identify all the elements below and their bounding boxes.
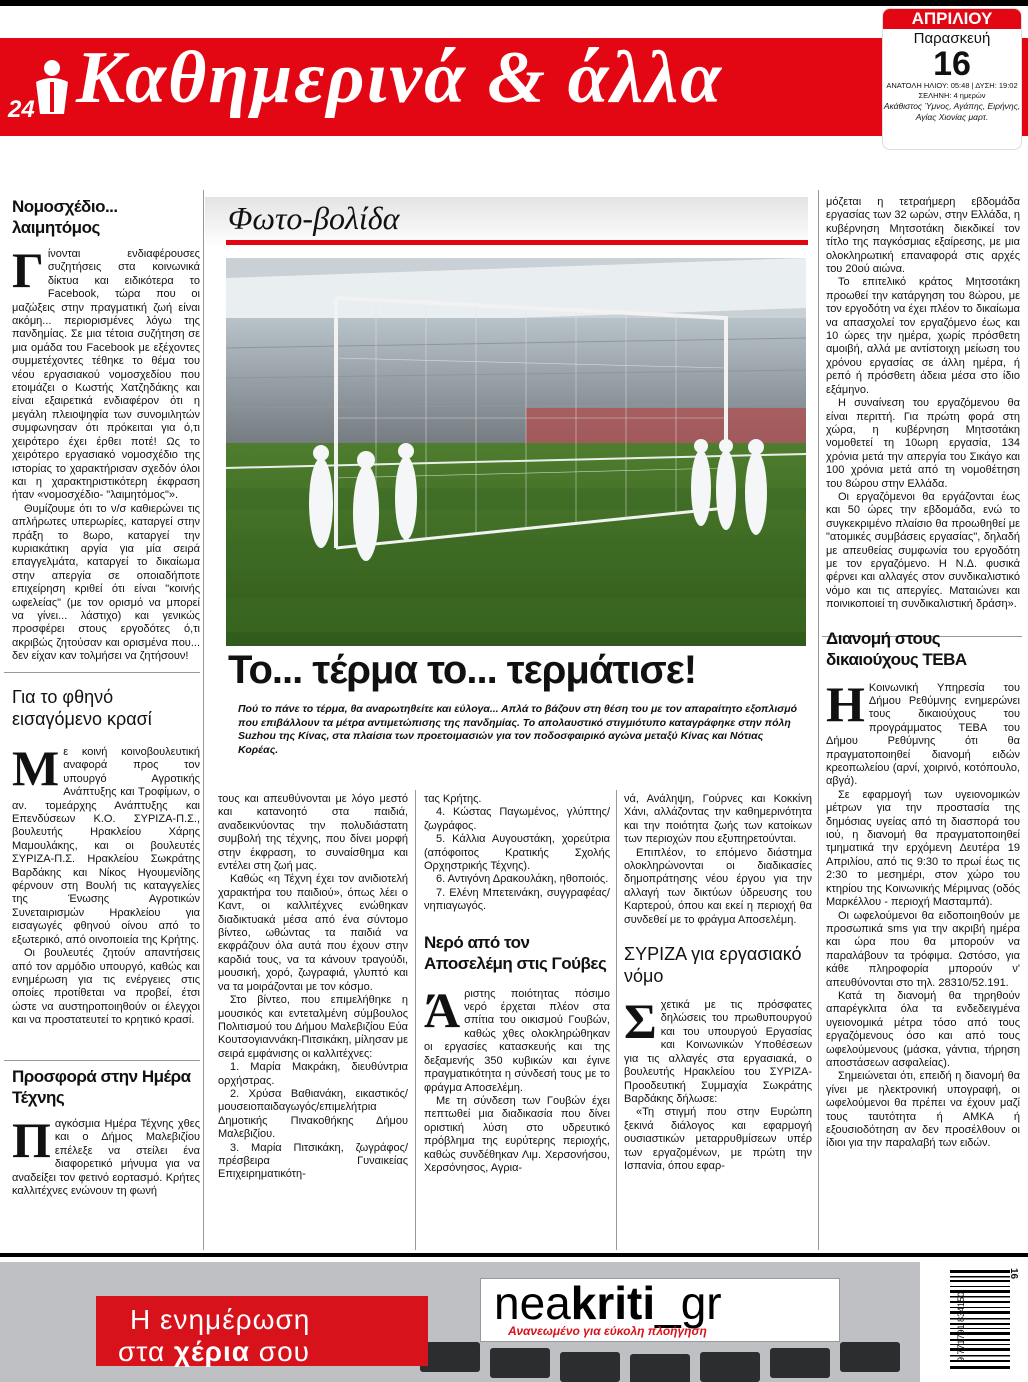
drop-cap: Η — [826, 675, 865, 732]
paragraph: Οι βουλευτές ζητούν απαντήσεις από τον αρμόδιο υπουργό, καθώς και ενημέρωση για τις ενέργειες στις οποίες προτίθεται να προβεί, έτσι ώστε να αυστηροποιηθούν οι έλεγχοι και να προστατευτεί το κρητικό κρασί. — [12, 947, 200, 1027]
paragraph: Θυμίζουμε ότι το ν/σ καθιερώνει τις απλήρωτες υπερωρίες, καταργεί στην πράξη το 8ωρο, καταργεί την κυριακάτικη αργία για μία σειρά επαγγελμάτα, καταργεί το δικαίωμα στην απεργία σε οποιαδήποτε επιχείρηση κριθεί ότι είναι "κοινής ωφελείας" (με τον ορισμό να μπορεί να γίνει... λάστιχο) και γενικώς προσφέρει στους εργοδότες ό,τι ακριβώς ζητούσαν και ορισμένα που... δεν είχαν καν τολμήσει να ζητήσουν! — [12, 502, 200, 663]
saints-line-2: Αγίας Χιονίας μαρτ. — [915, 112, 989, 122]
drop-cap: Ά — [424, 981, 461, 1038]
article-title: Νομοσχέδιο... λαιμητόμος — [12, 197, 118, 237]
paragraph: ριστης ποιότητας πόσιμο νερό έρχεται πλέον στα σπίτια του οικισμού Γουβών, καθώς χθες ολοκληρώθηκαν οι εργασίες κατασκευής και της δεξαμενής 350 κυβικών και έγινε πραγματικότητα η σύνδεσή τους με το φράγμα Αποσελέμη. — [424, 987, 610, 1094]
article-title: Νερό από τον Αποσελέμη στις Γούβες — [424, 932, 607, 973]
paragraph: Κατά τη διανομή θα τηρηθούν απαρέγκλιτα όλα τα ενδεδειγμένα υγειονομικά μέτρα τόσο από τους εργαζόμενους όσο και από τους ωφελούμενους (μάσκα, γάντια, τήρηση αποστάσεων ασφαλείας). — [826, 989, 1020, 1069]
paragraph: Με τη σύνδεση των Γουβών έχει πεπτωθεί μια διαδικασία που δίνει οριστική λύση στο υδρευτικό πρόβλημα της ευρύτερης περιοχής, καθώς συνδέθηκαν Λιμ. Χερσονήσου, Χερσόνησος, Αγρια- — [424, 1094, 610, 1174]
paragraph: Η συναίνεση του εργαζόμενου θα είναι περιττή. Για πρώτη φορά στη χώρα, η κυβέρνηση Μητσοτάκη νομοθετεί τη 10ωρη εργασία, 134 χρόνια μετά την απεργία του Σικάγο και 100 χρόνια μετά από τη νομοθέτηση του 8ώρου στην Ελλάδα. — [826, 397, 1020, 490]
paragraph: τους και απευθύνονται με λόγο μεστό και κατανοητό στα παιδιά, αναδεικνύοντας την πολυδιάστατη συμβολή της τέχνης, που δίνει μορφή στην έκφραση, το συναίσθημα και εντέλει στη ζωή μας. — [218, 793, 408, 873]
list-item: 6. Αντιγόνη Δρακουλάκη, ηθοποιός. — [436, 873, 609, 886]
paragraph: Κοινωνική Υπηρεσία του Δήμου Ρεθύμνης ενημερώνει τους δικαιούχους του προγράμματος ΤΕΒΑ του Δήμου Ρεθύμνης ότι θα πραγματοποιηθεί διανομή ειδών κρεοπωλείου (αρνί, χοιρινό, κοτόπουλο, αβγά). — [826, 681, 1020, 788]
ad-slogan-line-2: στα χέρια σου — [118, 1336, 310, 1367]
paragraph: Επιπλέον, το επόμενο διάστημα ολοκληρώνονται οι διαδικασίες δημοπράτησης νέου έργου για την αλλαγή των δικτύων ύδρευσης του Καρτερού, όπου και εκεί η περιοχή θα συνδεθεί με το φράγμα Αποσελέμη. — [624, 846, 812, 926]
list-item: 3. Μαρία Πιτσικάκη, ζωγράφος/πρέσβειρα Γυναικείας Επιχειρηματικότη- — [218, 1141, 408, 1181]
article-krasi — [12, 686, 200, 1028]
drop-cap: Γ — [12, 242, 44, 298]
date-box — [882, 8, 1022, 150]
list-item: 2. Χρύσα Βαθιανάκη, εικαστικός/μουσειοπαιδαγωγός/επιμελήτρια Δημοτικής Πινακοθήκης Δήμου Μαλεβιζίου. — [218, 1087, 408, 1141]
date-weekday: Παρασκευή — [913, 30, 991, 47]
paragraph: αγκόσμια Ημέρα Τέχνης χθες και ο Δήμος Μαλεβιζίου επέλεξε να στείλει ένα διαφορετικό μήνυμα για να αναδείξει τον φετινό εορτασμό. Κρήτες καλλιτέχνες ενώνουν τη φωνή — [12, 1118, 200, 1198]
section-divider — [4, 1060, 200, 1061]
list-item: 7. Ελένη Μπετεινάκη, συγγραφέας/νηπιαγωγός. — [424, 886, 610, 913]
paragraph: Σημειώνεται ότι, επειδή η διανομή θα γίνει με ηλεκτρονική υπογραφή, οι ωφελούμενοι θα πρέπει να έχουν μαζί τους ταυτότητα ή ΑΜΚΑ ή εξουσιοδότηση αν δεν προσέλθουν οι ίδιοι για την παραλαβή των ειδών. — [826, 1070, 1020, 1150]
brand-logo: neakriti_gr — [494, 1277, 722, 1329]
ad-slogan-line-1: Η ενημέρωση — [130, 1304, 311, 1335]
paragraph: τας Κρήτης. — [424, 793, 482, 805]
article-title: Προσφορά στην Ημέρα Τέχνης — [12, 1067, 191, 1107]
article-title: Για το φθηνό εισαγόμενο κρασί — [12, 687, 152, 729]
article-imera-texnis-cont — [218, 793, 408, 1182]
paragraph: νά, Ανάληψη, Γούρνες και Κοκκίνη Χάνι, αλλάζοντας την καθημερινότητα και την ποιότητα ζωής των κατοίκων των περιοχών που εξυπηρετούνται. — [624, 793, 812, 846]
paragraph: Σε εφαρμογή των υγειονομικών μέτρων για την προστασία της δημόσιας υγείας από τη διασπορά του ιού, η διανομή θα πραγματοποιηθεί τμηματικά την ερχόμενη Δευτέρα 19 Απριλίου, από τις 9:30 το πρωί έως τις 2:30 το μεσημέρι, στον χώρο του κτηρίου της Κοινωνικής Μέριμνας (οδός Μαρκέλλου - περιοχή Μασταμπά). — [826, 788, 1020, 909]
list-item: 1. Μαρία Μακράκη, διευθύντρια ορχήστρας. — [218, 1061, 408, 1087]
date-day: 16 — [933, 45, 971, 83]
column-divider — [415, 790, 416, 1250]
page-number: 24 — [8, 96, 35, 123]
paragraph: Οι εργαζόμενοι θα εργάζονται έως και 50 ώρες την εβδομάδα, ενώ το συγκεκριμένο πλαίσιο θα προωθηθεί με "ατομικές συμβάσεις εργασίας", δηλαδή με απευθείας συμφωνία του εργοδότη με τον εργαζόμενο. Η Ν.Δ. φυσικά φέρνει και αλλαγές στον συνδικαλιστικό νόμο και τις απεργίες. Ματαιώνει και ποινικοποιεί τη συνδικαλιστική δράση». — [826, 490, 1020, 611]
moon-info: ΣΕΛΗΝΗ: 4 ημερών — [918, 91, 986, 100]
advertisement — [0, 1262, 1028, 1382]
column-5 — [826, 196, 1020, 1151]
column-divider — [818, 190, 819, 1250]
drop-cap: Σ — [624, 993, 657, 1050]
article-title: Διανομή στους δικαιούχους ΤΕΒΑ — [826, 628, 967, 669]
list-item: 4. Κώστας Παγωμένος, γλύπτης/ζωγράφος. — [424, 806, 610, 832]
saints-line-1: Ακάθιστος Ύμνος, Αγάπης, Ειρήνης, — [883, 101, 1021, 111]
column-divider — [616, 790, 617, 1250]
sun-times: ΑΝΑΤΟΛΗ ΗΛΙΟΥ: 05:48 | ΔΥΣΗ: 19:02 — [886, 81, 1018, 90]
paragraph: ίνονται ενδιαφέρουσες συζητήσεις στα κοινωνικά δίκτυα και ειδικότερα το Facebook, τώρα που οι μαζώξεις στην πραγματική ζωή είναι ακόμη... περιορισμένες λόγω της πανδημίας. Σε μια τέτοια συζήτηση σε μια ομάδα του Facebook με εξέχοντες συμμετέχοντες τέθηκε το θέμα του νέου εργασιακού νομοσχεδίου που ετοιμάζει ο Κωστής Χατζηδάκης και είναι εξαιρετικά ενδιαφέρον ότι η μεγάλη πλειοψηφία των συνομιλητών συμφωνησαν ότι πρόκειται για ό,τι χειρότερο έχει έρθει ποτέ! Ως το χειρότερο εργασιακό νομοσχέδιο της ιστορίας το χαρακτήρισαν σχεδόν όλοι και η χαρακτηριστικότερη έκφραση ήταν «νομοσχέδιο- "λαιμητόμος"». — [12, 248, 200, 502]
column-4 — [624, 793, 812, 1173]
paragraph: Το επιτελικό κράτος Μητσοτάκη προωθεί την κατάργηση του 8ώρου, με τον εργοδότη να έχει πλέον το δικαίωμα να απασχολεί τον εργαζόμενο έως και 10 ώρες την ημέρα, χωρίς πρόσθετη αμοιβή, αλλά με αντίστοιχη μείωση του χρόνου εργασίας σε άλλη ημέρα, ή ρεπό ή πρόσθετη άδεια μέσα στο ίδιο εξάμηνο. — [826, 276, 1020, 396]
paragraph: Οι ωφελούμενοι θα ειδοποιηθούν με προσωπικά sms για την ακριβή ημέρα και ώρα που θα μπορούν να παραλάβουν τα τρόφιμα. Ωστόσο, για κάθε πληροφορία μπορούν ν' απευθύνονται στο τηλ. 28310/52.191. — [826, 909, 1020, 989]
barcode-icon — [930, 1266, 1020, 1378]
photo-feature-label: Φωτο-βολίδα — [228, 200, 400, 236]
list-item: 5. Κάλλια Αυγουστάκη, χορεύτρια (απόφοιτος Κρατικής Σχολής Ορχηστρικής Τέχνης). — [424, 833, 610, 873]
paragraph: ε κοινή κοινοβουλευτική αναφορά προς τον υπουργό Αγροτικής Ανάπτυξης και Τροφίμων, ο αν. τομεάρχης Ανάπτυξης και Επενδύσεων Κ.Ο. ΣΥΡΙΖΑ-Π.Σ., βουλευτής Ηρακλείου Χάρης Μαμουλάκης, και οι βουλευτές ΣΥΡΙΖΑ-Π.Σ. Ηρακλείου Σωκράτης Βαρδάκης και Νίκος Ηγουμενίδης φέρνουν στη Βουλή τις καταγγελίες της Ένωσης Αγροτικών Συνεταιρισμών Ηρακλείου για εισαγωγές φθηνού οίνου από το εξωτερικό, από οινοποιεία της Κρήτης. — [12, 746, 200, 946]
paragraph: μόζεται η τετραήμερη εβδομάδα εργασίας των 32 ωρών, στην Ελλάδα, η κυβέρνηση Μητσοτάκη διεκδικεί τον τίτλο της παγκόσμιας εξαίρεσης, με μια ολοκληρωτική επαναφορά στις αρχές του 20ού αιώνα. — [826, 196, 1020, 276]
issue-number: 16 — [1008, 1267, 1020, 1280]
brand-tagline: Ανανεωμένο για εύκολη πλοήγηση — [508, 1324, 707, 1338]
article-title: ΣΥΡΙΖΑ για εργασιακό νόμο — [624, 944, 802, 987]
feature-caption: Πού το πάνε το τέρμα, θα αναρωτηθείτε και εύλογα... Απλά το βάζουν στη θέση του με τον απαραίτητο εξοπλισμό που επιβάλλουν τα μέτρα αντιμετώπισης της πανδημίας. Το απολαυστικό στιγμιότυπο καταγράφηκε στην πόλη Suzhou της Κίνας, στα πλαίσια των προετοιμασιών για τον ποδοσφαιρικό αγώνα μεταξύ Κίνας και Νότιας Κορέας. — [238, 703, 797, 756]
paragraph: χετικά με τις πρόσφατες δηλώσεις του πρωθυπουργού και του υπουργού Εργασίας και Κοινωνικών Υποθέσεων για τις αλλαγές στα εργασιακά, ο βουλευτής Ηρακλείου του ΣΥΡΙΖΑ-Προοδευτική Συμμαχία Σωκράτης Βαρδάκης δήλωσε: — [624, 999, 812, 1105]
column-divider — [203, 190, 204, 1250]
feature-headline: Το... τέρμα το... τερμάτισε! — [228, 648, 697, 692]
paragraph: Στο βίντεο, που επιμελήθηκε η μουσικός και εντεταλμένη σύμβουλος Πολιτισμού του Δήμου Μαλεβιζίου Εύα Κουτσογιαννάκη-Πιτσικάκη, μίλησαν με σειρά εμφάνισης οι καλλιτέχνες: — [218, 994, 408, 1060]
drop-cap: Π — [12, 1112, 51, 1168]
stadium-photo — [226, 258, 806, 646]
newspaper-logo-icon — [30, 56, 74, 118]
paragraph: «Τη στιγμή που στην Ευρώπη ξεκινά διάλογος και εφαρμογή ουσιαστικών μεταρρυθμίσεων υπέρ των εργαζομένων, με πρώτη την Ισπανία, όπου εφαρ- — [624, 1106, 812, 1172]
paragraph: Καθώς «η Τέχνη έχει τον ανιδιοτελή χαρακτήρα του παιδιού», όπως λέει ο Καντ, οι καλλιτέχνες ενώθηκαν διαδικτυακά μέσα από ένα σύντομο βίντεο, ωθώντας τα παιδιά να εκφράζουν όλα αυτά που έχουν στην καρδιά τους, να τα κάνουν τραγούδι, μουσική, χορό, ζωγραφιά, γλυπτό και να τα μοιράζονται με τον κόσμο. — [218, 873, 408, 993]
masthead-title: Καθημερινά & άλλα — [76, 37, 724, 119]
date-month: ΑΠΡΙΛΙΟΥ — [883, 9, 1021, 29]
article-nomosxedio — [12, 196, 200, 664]
photo-feature-rule — [226, 240, 808, 245]
top-rule — [0, 0, 1028, 6]
barcode-number: 9 771791 834150 — [956, 1291, 966, 1363]
ad-top-rule — [0, 1253, 1028, 1257]
drop-cap: Μ — [12, 740, 60, 796]
column-3 — [424, 793, 610, 1175]
section-divider — [4, 672, 200, 673]
article-imera-texnis — [12, 1066, 200, 1198]
